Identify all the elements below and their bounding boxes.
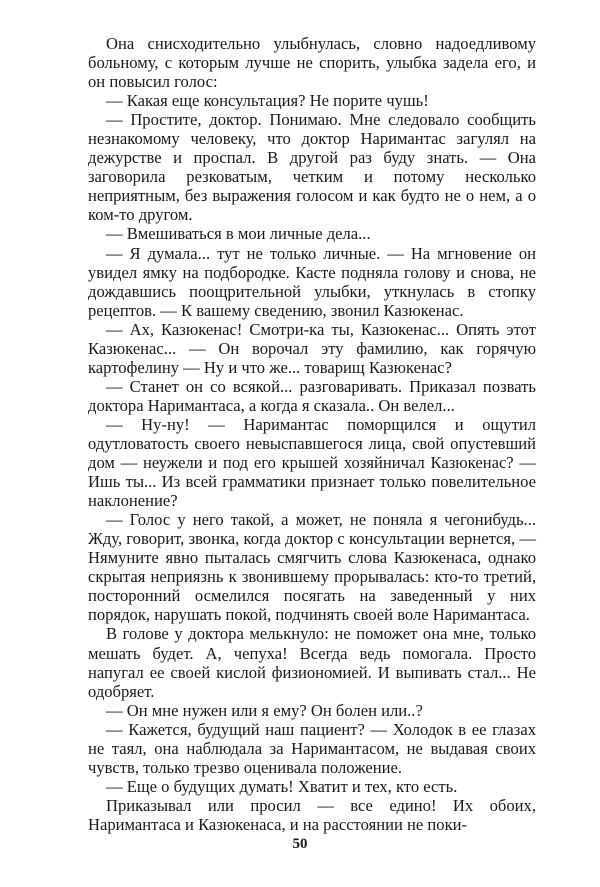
- paragraph: В голове у доктора мелькнуло: не поможет она мне, только мешать будет. А, чепуха! Всегда ведь помогала. Просто напугал ее своей кислой физиономией. И выпивать стал... Не одобряет.: [88, 624, 536, 701]
- page-text: [88, 34, 536, 834]
- paragraph: — Еще о будущих думать! Хватит и тех, кто есть.: [106, 776, 458, 796]
- paragraph: — Какая еще консультация? Не порите чушь!: [106, 91, 429, 111]
- paragraph: — Простите, доктор. Понимаю. Мне следовало сообщить незнакомому человеку, что доктор Наримантас загулял на дежурстве и проспал. В другой раз буду знать. — Она заговорила резковатым, четким и потому несколько неприятным, без выражения голосом и как будто не о нем, а о ком-то другом.: [88, 110, 536, 225]
- paragraph: — Станет он со всякой... разговаривать. Приказал позвать доктора Наримантаса, а когда я сказала.. Он велел...: [88, 376, 536, 415]
- paragraph: — Кажется, будущий наш пациент? — Холодок в ее глазах не таял, она наблюдала за Наримантасом, не выдавая своих чувств, только трезво оценивала положение.: [88, 719, 536, 777]
- paragraph: — Он мне нужен или я ему? Он болен или..?: [106, 700, 423, 720]
- paragraph: — Я думала... тут не только личные. — На мгновение он увидел ямку на подбородке. Касте подняла голову и снова, не дождавшись поощрительной улыбки, уткнулась в стопку рецептов. — К вашему сведению, звонил Казюкенас.: [88, 243, 536, 320]
- paragraph: — Голос у него такой, а может, не поняла я чегонибудь... Жду, говорит, звонка, когда доктор с консультации вернется, — Нямуните явно пыталась смягчить слова Казюкенаса, однако скрытая неприязнь к звонившему прорывалась: кто-то третий, посторонний осмелился посягать на заведенный у них порядок, нарушать покой, подчинять своей воле Наримантаса.: [88, 510, 536, 625]
- paragraph: Приказывал или просил — все едино! Их обоих, Наримантаса и Казюкенаса, и на расстоянии не поки-: [88, 795, 536, 834]
- paragraph: Она снисходительно улыбнулась, словно надоедливому больному, с которым лучше не спорить, улыбка задела его, и он повысил голос:: [88, 34, 536, 92]
- paragraph: — Ах, Казюкенас! Смотри-ка ты, Казюкенас... Опять этот Казюкенас... — Он ворочал эту фамилию, как горячую картофелину — Ну и что же... товарищ Казюкенас?: [88, 319, 536, 377]
- paragraph: — Ну-ну! — Наримантас поморщился и ощутил одутловатость своего невыспавшегося лица, свой опустевший дом — неужели и под его крышей хозяйничал Казюкенас? — Ишь ты... Из всей грамматики признает только повелительное наклонение?: [88, 414, 536, 511]
- page-number: 50: [292, 836, 308, 852]
- paragraph: — Вмешиваться в мои личные дела...: [106, 224, 371, 244]
